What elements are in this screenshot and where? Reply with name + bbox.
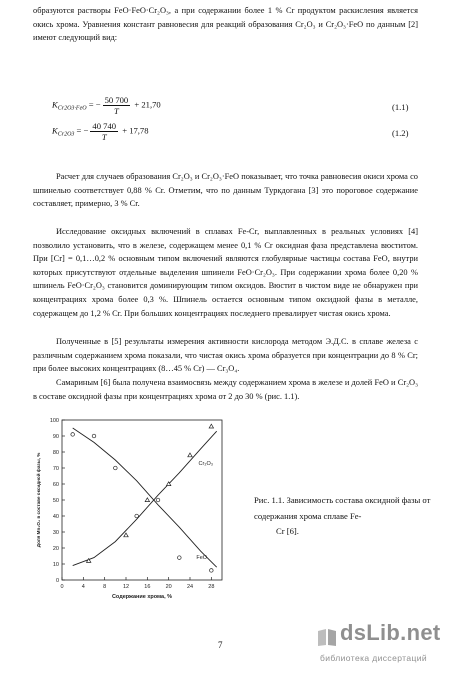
x-tick-label: 16 (144, 584, 151, 590)
x-tick-label: 20 (165, 584, 172, 590)
y-tick-label: 90 (52, 434, 59, 440)
equation-number-1-2: (1.2) (392, 128, 409, 138)
y-tick-label: 20 (52, 546, 59, 552)
series-label-feo: FeO (196, 555, 208, 562)
eq2-sign: = − (74, 125, 89, 136)
eq2-fraction (90, 121, 118, 142)
eq1-sign: = − (86, 99, 101, 110)
x-tick-label: 24 (186, 584, 194, 590)
eq1-lhs: K (52, 99, 58, 110)
data-point-feo (210, 569, 214, 573)
data-point-feo (71, 433, 75, 437)
y-tick-label: 60 (52, 482, 59, 488)
y-tick-label: 80 (52, 450, 59, 456)
x-tick-label: 0 (60, 584, 64, 590)
eq1-constant: + 21,70 (132, 99, 161, 110)
figure-caption (254, 493, 434, 540)
data-point-feo (114, 466, 118, 470)
book-logo-icon (316, 626, 338, 648)
data-point-cr2o3 (188, 453, 192, 457)
y-tick-label: 40 (52, 514, 59, 520)
paragraph-emf: Полученные в [5] результаты измерения активности кислорода методом Э.Д.С. в сплаве железа с различным содержанием хрома показали, что чистая окись хрома образуется при концентрации до 8 % Cr; при более высоких концентрациях (8…45 % Cr) — Cr₃O₄. (33, 337, 418, 374)
eq2-lhs: K (52, 125, 58, 136)
data-point-cr2o3 (209, 424, 213, 428)
eq1-fraction (103, 95, 131, 116)
eq2-lhs-sub: Cr2O3 (57, 131, 75, 138)
eq2-numerator: 40 740 (92, 121, 117, 131)
y-tick-label: 100 (49, 418, 59, 424)
equation-1-1 (52, 95, 161, 116)
y-tick-label: 30 (52, 530, 59, 536)
equation-number-1-1: (1.1) (392, 102, 409, 112)
eq1-denominator: T (114, 106, 119, 116)
y-tick-label: 70 (52, 466, 59, 472)
paragraph-calculation: Расчет для случаев образования Cr₂O₃ и Cr₂O₃·FeO показывает, что точка равновесия окиси хрома со шпинелью соответствует 0,88 % Cr. Отметим, что по данным Туркдогана [3] это пороговое содержание составляет, примерно, 3 % Cr. (33, 172, 418, 209)
data-point-cr2o3 (124, 533, 128, 537)
data-point-feo (156, 498, 160, 502)
data-point-feo (92, 434, 96, 438)
paragraph-intro: образуются растворы FeO·FeO·Cr₂O₃, а при содержании более 1 % Cr продуктом раскисления является окись хрома. Уравнения констант равновесия для реакций образования Cr₂O₃ и Cr₂O₃·FeO по данным [2] имеют следующий вид: (33, 6, 418, 43)
page-number: 7 (218, 640, 223, 650)
paragraph-inclusions: Исследование оксидных включений в сплавах Fe-Cr, выплавленных в реальных условиях [4] позволило установить, что в железе, содержащем менее 0,1 % Cr оксидная фаза представлена вюститом. При [Cr] = 0,1…0,2 % основным типом включений являются глобулярные частицы состава FeO, внутри которых присутствуют отдельные выделения шпинели FeO·Cr₂O₃. При содержании хрома более 0,20 % шпинель FeO·Cr₂O₃ становится доминирующим типом оксидов. Вюстит в чистом виде не обнаружен при концентрациях хрома более 0,3 %. Шпинель остается основным типом оксидной фазы в металле, содержащем до 1,2 % Cr. При больших концентрациях последнего превалирует чистая окись хрома. (33, 227, 418, 318)
y-tick-label: 10 (52, 562, 59, 568)
equation-1-2 (52, 121, 149, 142)
eq1-numerator: 50 700 (104, 95, 129, 105)
watermark-brand: dsLib.net (340, 620, 441, 645)
caption-line-1: Рис. 1.1. Зависимость состава оксидной фазы от содержания хрома сплаве Fe- (254, 495, 431, 521)
x-tick-label: 4 (81, 584, 85, 590)
eq2-denominator: T (101, 132, 107, 142)
x-tick-label: 12 (122, 584, 130, 590)
paragraph-samarin: Самариным [6] была получена взаимосвязь между содержанием хрома в железе и долей FeO и Cr₂O₃ в составе оксидной фазы при концентрациях хрома от 2 до 30 % (рис. 1.1). (33, 378, 418, 401)
x-tick-label: 28 (208, 584, 215, 590)
composition-chart (30, 410, 250, 600)
x-tick-label: 8 (103, 584, 107, 590)
series-line-0 (73, 428, 217, 567)
watermark-tagline: библиотека диссертаций (320, 653, 428, 663)
series-label-cr2o3: Cr₂O₃ (198, 460, 214, 467)
data-point-cr2o3 (145, 498, 149, 502)
eq2-constant: + 17,78 (120, 125, 149, 136)
data-point-feo (178, 556, 182, 560)
y-tick-label: 0 (55, 578, 59, 584)
caption-line-2: Cr [6]. (276, 526, 299, 536)
y-axis-title: Доля Mn₃O₄ в составе оксидной фазы, % (36, 452, 41, 548)
eq1-lhs-sub: Cr2O3·FeO (57, 105, 87, 112)
x-axis-title: Содержание хрома, % (111, 594, 173, 600)
y-tick-label: 50 (52, 498, 59, 504)
